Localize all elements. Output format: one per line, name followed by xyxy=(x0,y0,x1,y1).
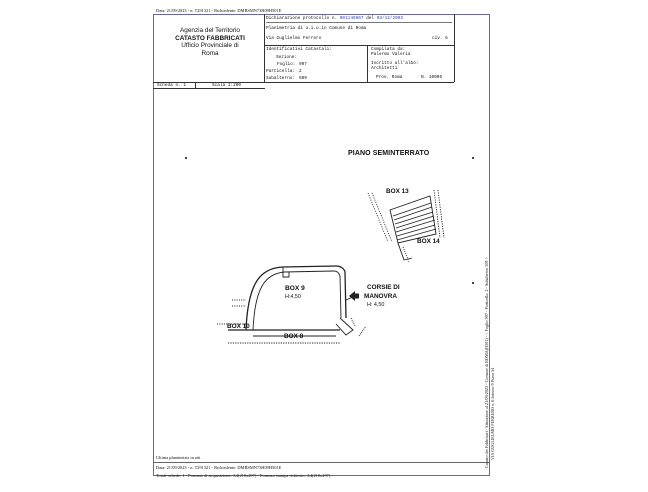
corsie-height: H: 4,50 xyxy=(367,302,385,308)
particella-value: 2 xyxy=(299,69,302,74)
identificativi-label: Identificativi Catastali: xyxy=(266,47,332,52)
agency-line3: Ufficio Provinciale di xyxy=(181,42,239,50)
box9-inner-wall xyxy=(253,271,341,330)
agency-line2: CATASTO FABBRICATI xyxy=(175,34,245,42)
protocollo-number: 001146967 xyxy=(339,16,364,21)
address: Via Guglielmo Ferrero xyxy=(266,36,322,41)
box9-label: BOX 9 xyxy=(285,285,305,292)
compilata-label: Compilata da: xyxy=(371,47,406,52)
del-label: del xyxy=(366,16,375,21)
box10-label: BOX 10 xyxy=(227,323,250,330)
foglio-label: Foglio: xyxy=(277,62,296,67)
footer-divider xyxy=(153,462,490,463)
scheda-label: Scheda n. 1 xyxy=(157,83,186,88)
particella-label: Particella: xyxy=(266,69,295,74)
date-value: 03/12/2003 xyxy=(376,16,404,21)
n-label: N. 10005 xyxy=(421,75,443,80)
civ: civ. 6 xyxy=(432,36,448,41)
top-stamp: Data: 21/09/2023 - n. T291321 - Richiedente: DMRSMN73H09H501E xyxy=(156,8,282,13)
side-text-line1: Catasto dei Fabbricati - Situazione al 21/09/2023 - Comune di ROMA(H501) - < Foglio 907 - Particella: 2 - Subalterno 509 > xyxy=(484,257,489,468)
box8-label: BOX 8 xyxy=(284,333,304,340)
compilata-name: Palermo Valeria xyxy=(371,52,411,57)
manovra-arrow-icon xyxy=(349,291,355,301)
box9-height: H:4,50 xyxy=(285,294,301,300)
subalterno-label: Subalterno: xyxy=(266,76,295,81)
box14-label: BOX 14 xyxy=(417,238,440,245)
corsie-line2: MANOVRA xyxy=(364,293,398,300)
agency-line1: Agenzia del Territorio xyxy=(180,27,240,34)
box13-label: BOX 13 xyxy=(386,188,409,195)
scala-label: Scala 1:200 xyxy=(212,83,241,88)
sezione-label: Sezione: xyxy=(276,55,298,60)
dichiarazione-label: Dichiarazione protocollo n. xyxy=(266,16,338,21)
subalterno-value: 509 xyxy=(299,76,307,81)
floor-title: PIANO SEMINTERRATO xyxy=(348,150,430,157)
iscritto-value: Architetti xyxy=(371,66,398,71)
footer-stamp: Data: 21/09/2023 - n. T291321 - Richiedente: DMRSMN73H09H501E xyxy=(156,465,282,470)
corsie-line1: CORSIE DI xyxy=(367,284,400,291)
agency-line4: Roma xyxy=(201,49,219,57)
foglio-value: 907 xyxy=(299,62,307,67)
footer-ultima: Ultima planimetria in atti xyxy=(156,455,201,460)
footer-totale: Totale schede: 1 - Formato di acquisizione: A4(210x297) - Formato stampa richiesto: A4(210x297) xyxy=(156,473,331,478)
prov-label: Prov. Roma xyxy=(376,75,403,80)
side-text-line2: VIA GUGLIELMO FERRERO n. 6 Interno 9 Piano S1 xyxy=(490,367,495,460)
iscritto-label: Iscritto all'albo: xyxy=(371,61,419,66)
planimetria-line: Planimetria di u.i.u.in Comune di Roma xyxy=(266,26,367,31)
